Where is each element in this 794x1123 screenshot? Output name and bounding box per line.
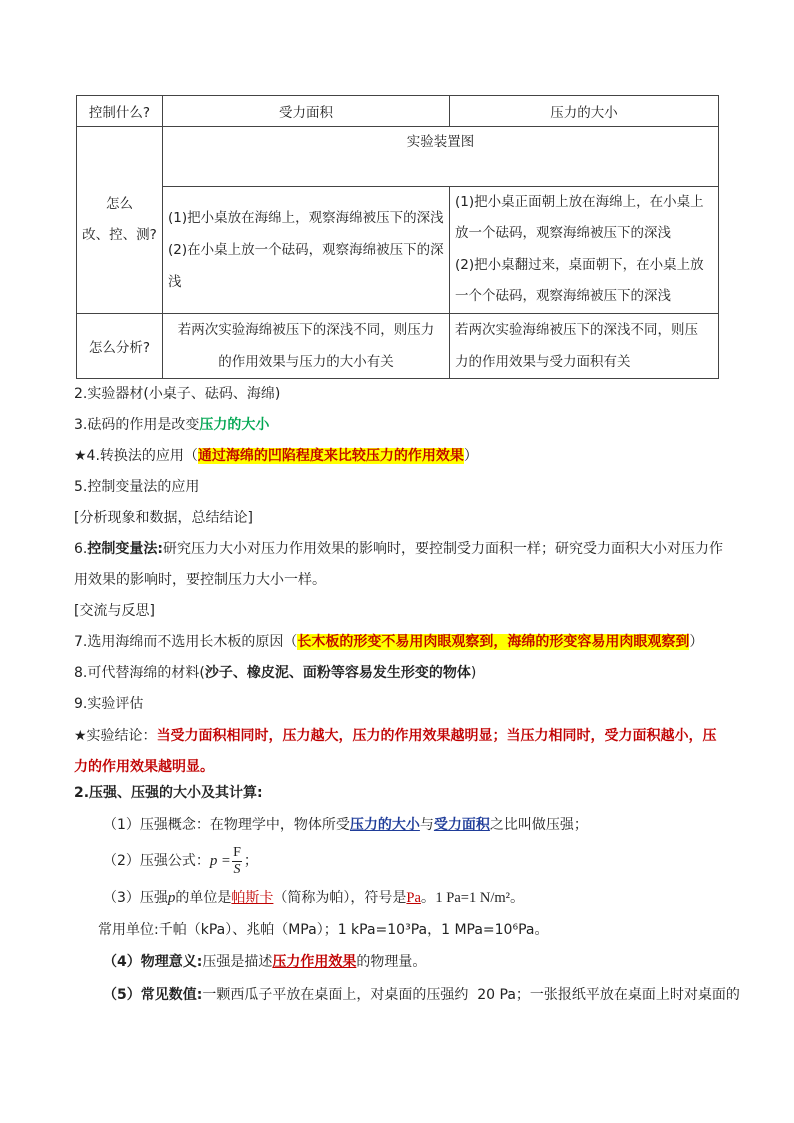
how-label-cell — [77, 127, 163, 314]
text: 研究压力大小对压力作用效果的影响时，要控制受力面积一样；研究受力面积大小对压力作 — [162, 541, 723, 557]
text: 7.选用海绵而不选用长木板的原因（ — [74, 634, 298, 650]
cell-line: 力的作用效果与受力面积有关 — [455, 353, 631, 370]
pressure-steps-cell — [450, 187, 719, 314]
unit-symbol: Pa — [406, 890, 421, 906]
header-control: 控制什么? — [77, 96, 163, 127]
conclusion-line1 — [74, 721, 717, 751]
text: （1）压强概念：在物理学中，物体所受 — [103, 817, 350, 833]
fraction-numerator: F — [233, 844, 241, 860]
formula-fraction — [232, 845, 242, 878]
text: 8.可代替海绵的材料( — [74, 665, 205, 681]
section-reflect: [交流与反思] — [74, 603, 155, 619]
term-text: 控制变量法: — [87, 541, 163, 557]
analyze-label: 怎么分析? — [77, 313, 163, 378]
highlight-text: 通过海绵的凹陷程度来比较压力的作用效果 — [197, 448, 464, 464]
item9-line: 9.实验评估 — [74, 696, 144, 712]
concept-line — [103, 810, 588, 840]
pressure-analysis-cell — [450, 313, 719, 378]
conclusion-text: 当受力面积相同时，压力越大，压力的作用效果越明显；当压力相同时，受力面积越小，压 — [156, 728, 717, 744]
text: ） — [689, 634, 704, 650]
text: 的单位是 — [175, 890, 232, 906]
cell-line: (1)把小桌正面朝上放在海绵上，在小桌上 — [455, 194, 704, 210]
cell-line: (2)把小桌翻过来，桌面朝下，在小桌上放 — [455, 256, 704, 273]
formula-line — [103, 841, 258, 881]
table-row — [77, 127, 719, 187]
label-text: （4）物理意义: — [103, 954, 203, 970]
table-row — [77, 187, 719, 314]
emphasis-text: 沙子、橡皮泥、面粉等容易发生形变的物体 — [204, 665, 471, 681]
text: 。1 Pa=1 N/m²。 — [420, 890, 525, 906]
emphasis-text: 压力的大小 — [199, 417, 270, 433]
meaning-line — [103, 947, 426, 977]
equipment-line: 2.实验器材(小桌子、砝码、海绵) — [74, 386, 281, 402]
text: 与 — [419, 817, 434, 833]
header-area: 受力面积 — [163, 96, 450, 127]
text: ； — [243, 853, 258, 869]
term-text: 压力的大小 — [349, 817, 420, 833]
cell-line: 的作用效果与压力的大小有关 — [218, 353, 394, 370]
pressure-heading: 2.压强、压强的大小及其计算: — [74, 785, 263, 801]
header-pressure: 压力的大小 — [450, 96, 719, 127]
formula-lhs: p — [209, 853, 218, 869]
term-text: 压力作用效果 — [272, 954, 357, 970]
experiment-table — [76, 95, 719, 379]
text: 3.砝码的作用是改变 — [74, 417, 200, 433]
cell-line: (1)把小桌放在海绵上，观察海绵被压下的深浅 — [168, 209, 444, 226]
values-line — [103, 980, 740, 1010]
cell-line: 一个个砝码，观察海绵被压下的深浅 — [455, 288, 671, 305]
cell-line: 若两次实验海绵被压下的深浅不同，则压 — [455, 321, 698, 338]
text: （简称为帕），符号是 — [273, 890, 407, 906]
diagram-label: 实验装置图 — [163, 127, 719, 187]
term-text: 受力面积 — [433, 817, 490, 833]
text: ） — [463, 448, 478, 464]
cell-line: (2)在小桌上放一个砝码，观察海绵被压下的深 — [168, 241, 444, 258]
weight-role-line — [74, 410, 269, 440]
text: ) — [470, 665, 477, 681]
highlight-text: 长木板的形变不易用肉眼观察到，海绵的形变容易用肉眼观察到 — [297, 634, 690, 650]
table-row — [77, 313, 719, 378]
conclusion-line2: 力的作用效果越明显。 — [74, 759, 214, 775]
common-units-line: 常用单位:千帕（kPa）、兆帕（MPa）；1 kPa=10³Pa，1 MPa=10⁶Pa。 — [98, 922, 549, 938]
area-analysis-cell — [163, 313, 450, 378]
how-label-line: 改、控、测? — [82, 226, 157, 243]
conversion-line — [74, 441, 478, 471]
section-analysis: [分析现象和数据，总结结论] — [74, 510, 253, 526]
label-text: （5）常见数值: — [103, 987, 203, 1003]
text: （3）压强 — [103, 890, 168, 906]
item8-line — [74, 658, 476, 688]
text: 一颗西瓜子平放在桌面上，对桌面的压强约 20 Pa；一张报纸平放在桌面上时对桌面的 — [202, 987, 740, 1003]
control-variable-line: 5.控制变量法的应用 — [74, 479, 200, 495]
how-label-line: 怎么 — [106, 195, 133, 212]
item6-line1 — [74, 534, 723, 564]
text: 之比叫做压强； — [489, 817, 588, 833]
text: ★实验结论： — [74, 728, 157, 744]
cell-line: 浅 — [168, 273, 182, 290]
symbol-p: p — [167, 890, 176, 906]
text: 6. — [74, 541, 88, 557]
item7-line — [74, 627, 703, 657]
formula-eq: = — [221, 853, 231, 869]
cell-line: 若两次实验海绵被压下的深浅不同，则压力 — [177, 321, 435, 338]
text: ★4.转换法的应用（ — [74, 448, 198, 464]
text: 的物理量。 — [356, 954, 427, 970]
unit-name: 帕斯卡 — [231, 890, 274, 906]
area-steps-cell — [163, 187, 450, 314]
cell-line: 放一个砝码，观察海绵被压下的深浅 — [455, 225, 671, 242]
text: （2）压强公式： — [103, 853, 210, 869]
text: 压强是描述 — [202, 954, 273, 970]
fraction-denominator: S — [233, 861, 241, 877]
table-header-row — [77, 96, 719, 127]
item6-line2: 用效果的影响时，要控制压力大小一样。 — [74, 572, 326, 588]
unit-line — [103, 883, 524, 913]
